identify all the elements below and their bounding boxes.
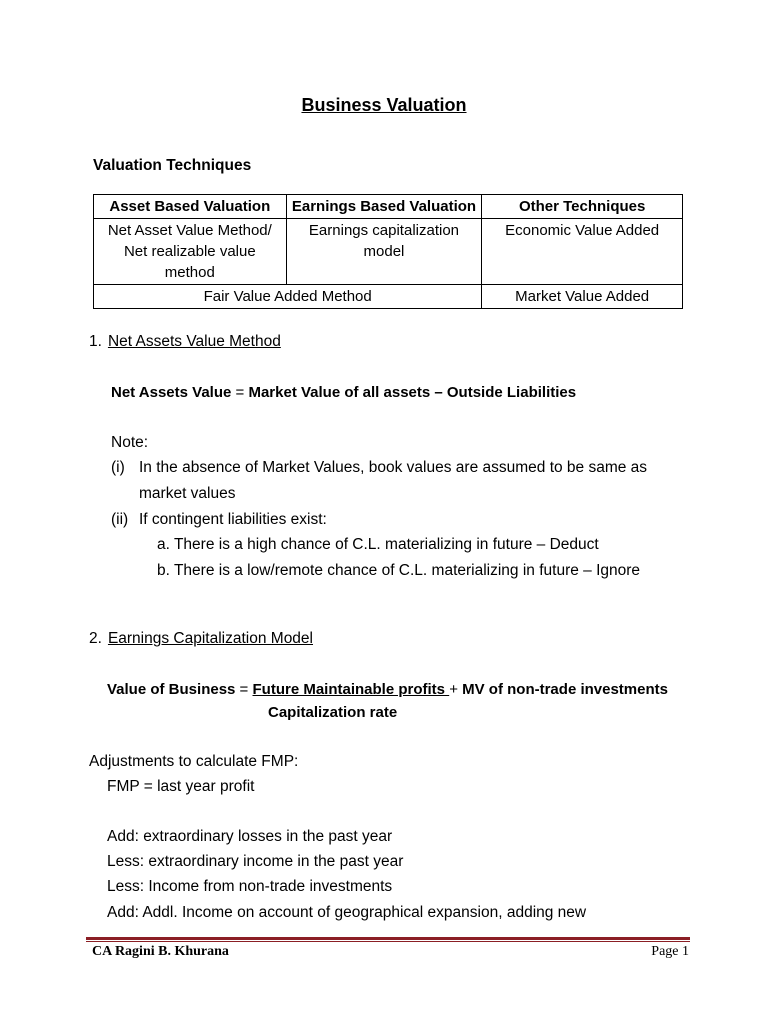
formula-rest: MV of non-trade investments	[462, 681, 668, 698]
note-i-line1: In the absence of Market Values, book values are assumed to be same as	[139, 459, 648, 476]
note-ii-marker: (ii)	[111, 511, 129, 528]
page-title: Business Valuation	[301, 95, 467, 115]
note-b: b. There is a low/remote chance of C.L. materializing in future – Ignore	[157, 562, 641, 579]
table-cell: Fair Value Added Method	[94, 285, 482, 309]
note-ii-text: If contingent liabilities exist:	[139, 511, 327, 528]
section-heading: Valuation Techniques	[93, 157, 252, 174]
formula-equals: =	[231, 384, 249, 401]
table-header-cell: Earnings Based Valuation	[286, 195, 482, 219]
item2-number: 2.	[89, 630, 102, 647]
item2-heading-text: Earnings Capitalization Model	[107, 630, 313, 647]
table-row	[94, 285, 683, 309]
list-item: Less: Income from non-trade investments	[107, 878, 393, 895]
table-header-row	[94, 195, 683, 219]
note-i-line2: market values	[139, 485, 236, 502]
table-cell: Economic Value Added	[482, 219, 683, 285]
net-assets-formula	[111, 384, 576, 401]
earnings-formula	[107, 681, 668, 698]
table-header-cell: Other Techniques	[482, 195, 683, 219]
item1-number: 1.	[89, 333, 102, 350]
list-item: Less: extraordinary income in the past year	[107, 853, 404, 870]
item1-heading	[89, 333, 281, 351]
footer-divider-thin	[86, 941, 690, 942]
item1-heading-text: Net Assets Value Method	[107, 333, 281, 350]
formula-numerator: Future Maintainable profits	[252, 681, 450, 698]
footer-page-number: Page 1	[651, 944, 689, 959]
footer-divider	[86, 937, 690, 940]
formula-denominator: Capitalization rate	[268, 704, 398, 721]
table-cell: Market Value Added	[482, 285, 683, 309]
note-a: a. There is a high chance of C.L. materializing in future – Deduct	[157, 536, 599, 553]
list-item: Add: extraordinary losses in the past year	[107, 828, 393, 845]
list-item: Add: Addl. Income on account of geographical expansion, adding new	[107, 904, 587, 921]
table-cell: Earnings capitalization model	[286, 219, 482, 285]
item2-heading	[89, 630, 313, 648]
formula-plus: +	[449, 681, 463, 698]
adjustments-title: Adjustments to calculate FMP:	[89, 753, 299, 770]
footer-author: CA Ragini B. Khurana	[92, 944, 229, 959]
formula-lhs: Net Assets Value	[111, 384, 232, 401]
formula-rhs: Market Value of all assets – Outside Liabilities	[248, 384, 577, 401]
fmp-line: FMP = last year profit	[107, 778, 255, 795]
table-row	[94, 219, 683, 285]
table-header-cell: Asset Based Valuation	[94, 195, 287, 219]
formula-equals: =	[235, 681, 253, 698]
formula-lhs: Value of Business	[107, 681, 236, 698]
note-i-marker: (i)	[111, 459, 125, 476]
table-cell: Net Asset Value Method/ Net realizable value method	[94, 219, 287, 285]
note-label: Note:	[111, 434, 149, 451]
valuation-techniques-table	[93, 194, 683, 309]
